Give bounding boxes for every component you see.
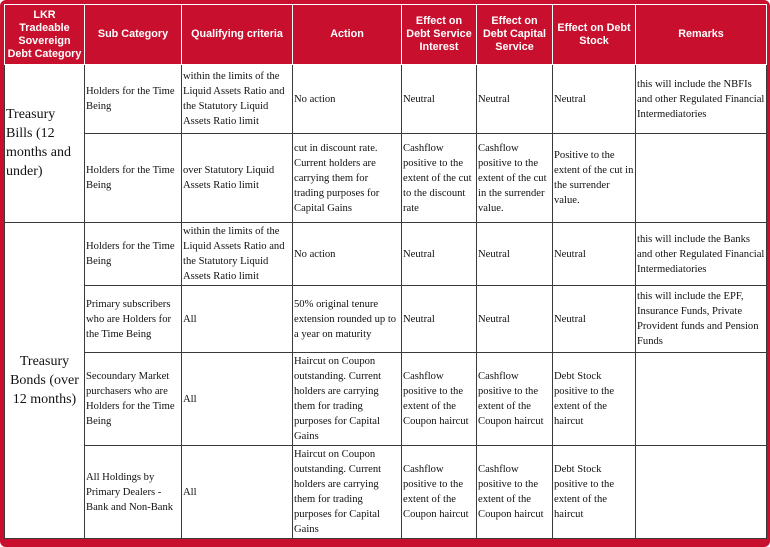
debt-treatment-table — [4, 4, 767, 539]
cell-remarks: this will include the NBFIs and other Regulated Financial Intermediatories — [636, 65, 767, 134]
header-qualifying-criteria: Qualifying criteria — [182, 5, 293, 65]
cell-remarks — [636, 134, 767, 223]
cell-effect-stock: Neutral — [553, 222, 636, 285]
table-row — [5, 353, 767, 446]
category-treasury-bills: Treasury Bills (12 months and under) — [5, 65, 85, 223]
cell-sub-category: Holders for the Time Being — [85, 222, 182, 285]
cell-effect-stock: Debt Stock positive to the extent of the haircut — [553, 446, 636, 539]
header-row — [5, 5, 767, 65]
cell-effect-interest: Neutral — [402, 222, 477, 285]
header-effect-capital: Effect on Debt Capital Service — [477, 5, 553, 65]
cell-criteria: within the limits of the Liquid Assets Ratio and the Statutory Liquid Assets Ratio limit — [182, 65, 293, 134]
cell-action: Haircut on Coupon outstanding. Current holders are carrying them for trading purposes for Capital Gains — [293, 353, 402, 446]
cell-effect-stock: Neutral — [553, 65, 636, 134]
table-row — [5, 446, 767, 539]
header-effect-interest: Effect on Debt Service Interest — [402, 5, 477, 65]
cell-effect-stock: Positive to the extent of the cut in the surrender value. — [553, 134, 636, 223]
cell-action: cut in discount rate. Current holders are carrying them for trading purposes for Capital Gains — [293, 134, 402, 223]
cell-action: Haircut on Coupon outstanding. Current holders are carrying them for trading purposes for Capital Gains — [293, 446, 402, 539]
table-row — [5, 286, 767, 353]
cell-effect-capital: Cashflow positive to the extent of the cut in the surrender value. — [477, 134, 553, 223]
header-debt-category: LKR Tradeable Sovereign Debt Category — [5, 5, 85, 65]
cell-action: No action — [293, 65, 402, 134]
cell-criteria: All — [182, 286, 293, 353]
cell-effect-stock: Debt Stock positive to the extent of the haircut — [553, 353, 636, 446]
cell-criteria: over Statutory Liquid Assets Ratio limit — [182, 134, 293, 223]
cell-remarks — [636, 353, 767, 446]
header-effect-stock: Effect on Debt Stock — [553, 5, 636, 65]
header-action: Action — [293, 5, 402, 65]
cell-criteria: All — [182, 446, 293, 539]
table-row — [5, 134, 767, 223]
cell-effect-stock: Neutral — [553, 286, 636, 353]
cell-sub-category: Holders for the Time Being — [85, 65, 182, 134]
cell-remarks: this will include the EPF, Insurance Funds, Private Provident funds and Pension Funds — [636, 286, 767, 353]
cell-sub-category: Holders for the Time Being — [85, 134, 182, 223]
cell-remarks — [636, 446, 767, 539]
cell-action: 50% original tenure extension rounded up to a year on maturity — [293, 286, 402, 353]
cell-remarks: this will include the Banks and other Regulated Financial Intermediatories — [636, 222, 767, 285]
cell-sub-category: All Holdings by Primary Dealers - Bank and Non-Bank — [85, 446, 182, 539]
cell-effect-capital: Cashflow positive to the extent of the Coupon haircut — [477, 353, 553, 446]
cell-sub-category: Primary subscribers who are Holders for the Time Being — [85, 286, 182, 353]
cell-effect-interest: Neutral — [402, 286, 477, 353]
category-treasury-bonds: Treasury Bonds (over 12 months) — [5, 222, 85, 538]
cell-effect-interest: Cashflow positive to the extent of the cut to the discount rate — [402, 134, 477, 223]
table-row — [5, 65, 767, 134]
cell-criteria: within the limits of the Liquid Assets Ratio and the Statutory Liquid Assets Ratio limit — [182, 222, 293, 285]
cell-effect-capital: Neutral — [477, 222, 553, 285]
cell-action: No action — [293, 222, 402, 285]
cell-effect-interest: Cashflow positive to the extent of the Coupon haircut — [402, 446, 477, 539]
cell-effect-interest: Cashflow positive to the extent of the Coupon haircut — [402, 353, 477, 446]
header-sub-category: Sub Category — [85, 5, 182, 65]
cell-effect-capital: Neutral — [477, 286, 553, 353]
header-remarks: Remarks — [636, 5, 767, 65]
table-row — [5, 222, 767, 285]
cell-effect-capital: Neutral — [477, 65, 553, 134]
cell-effect-interest: Neutral — [402, 65, 477, 134]
cell-sub-category: Secoundary Market purchasers who are Holders for the Time Being — [85, 353, 182, 446]
cell-criteria: All — [182, 353, 293, 446]
cell-effect-capital: Cashflow positive to the extent of the Coupon haircut — [477, 446, 553, 539]
